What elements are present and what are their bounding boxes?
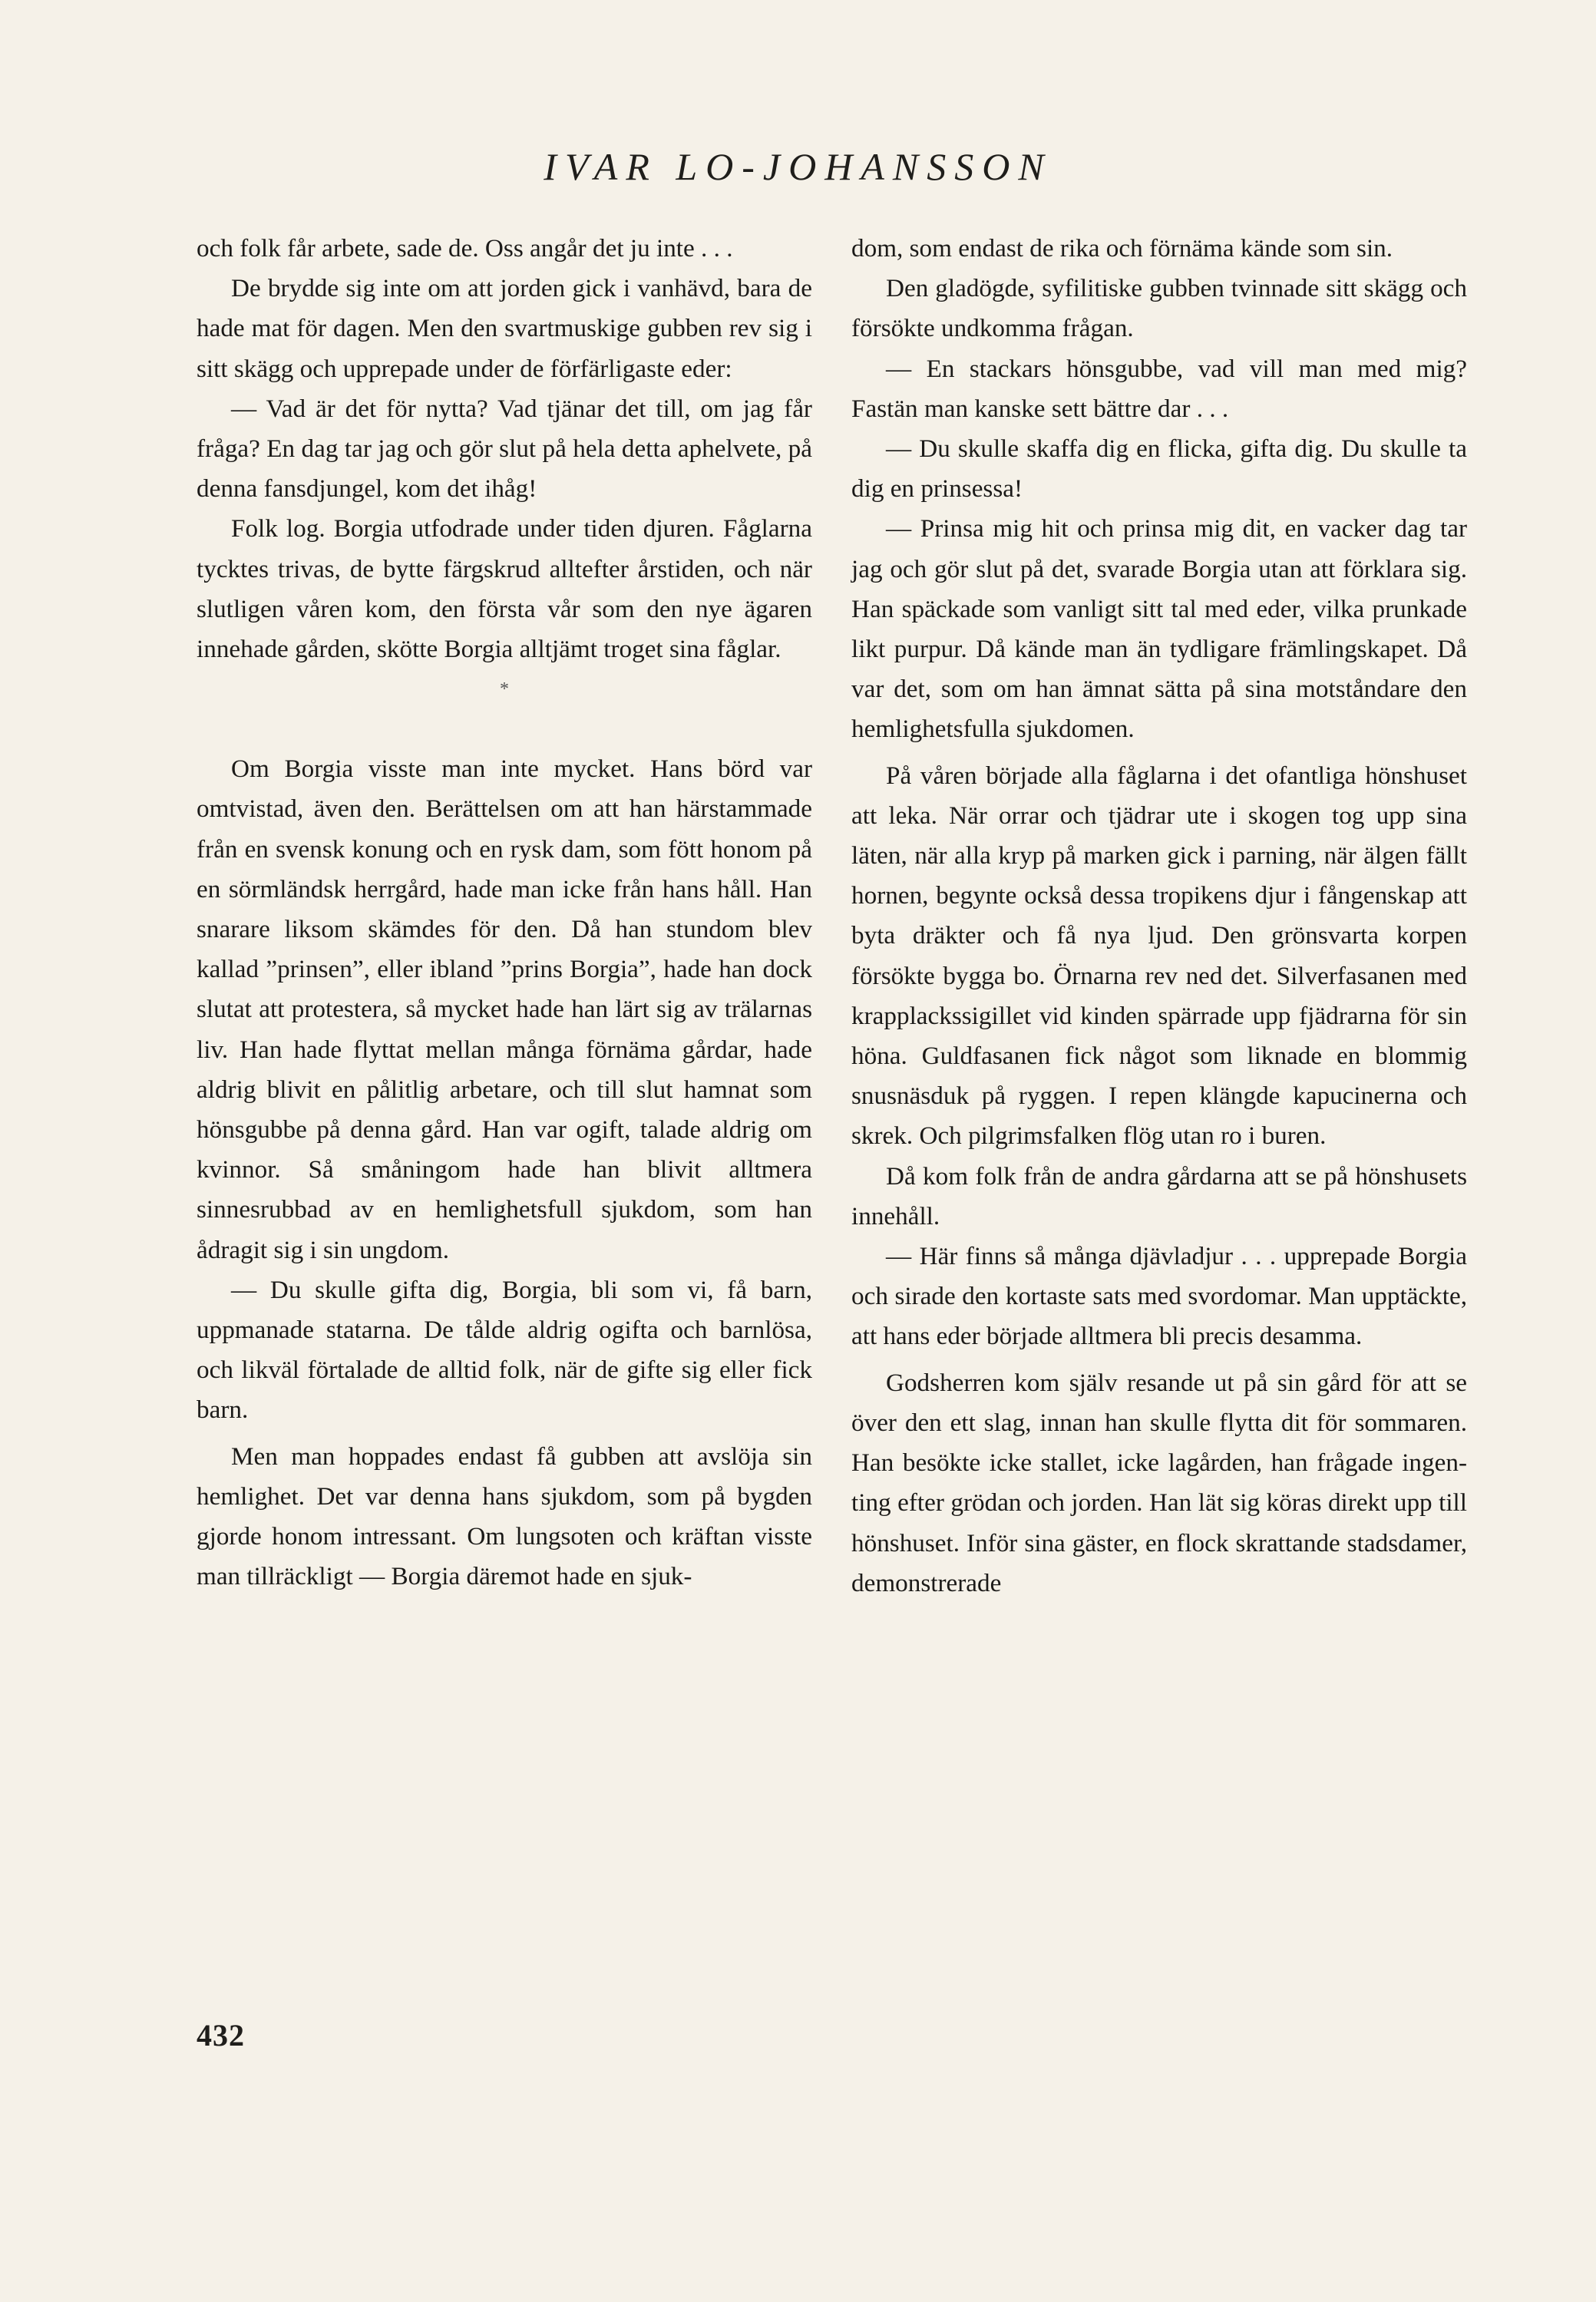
paragraph: Den gladögde, syfilitiske gubben tvinnade sitt skägg och försökte undkomma frågan.	[851, 274, 1467, 343]
section-break-ornament: *	[500, 679, 509, 700]
right-column	[851, 229, 1467, 1603]
paragraph: — Prinsa mig hit och prinsa mig dit, en vacker dag tar jag och gör slut på det, svarade Borgia utan att förklara sig. Han späckade som vanligt sitt tal med eder, vilka prunkade likt purpur. Då kände man än tydligare främlingskapet. Då var det, som om han ämnat sätta på sina motståndare den hemlighetsfulla sjukdomen.	[851, 514, 1467, 744]
paragraph: och folk får arbete, sade de. Oss angår det ju inte . . .	[197, 234, 733, 263]
paragraph: — Vad är det för nytta? Vad tjänar det till, om jag får fråga? En dag tar jag och gör slut på hela detta aphelvete, på denna fansdjungel, kom det ihåg!	[197, 394, 812, 504]
paragraph: De brydde sig inte om att jorden gick i vanhävd, bara de hade mat för dagen. Men den svartmuskige gubben rev sig i sitt skägg och upprepade under de förfärligaste eder:	[197, 274, 812, 383]
paragraph: — Du skulle skaffa dig en flicka, gifta dig. Du skulle ta dig en prinsessa!	[851, 434, 1467, 504]
left-column	[197, 229, 812, 1597]
paragraph: — En stackars hönsgubbe, vad vill man med mig? Fastän man kanske sett bättre dar . . .	[851, 354, 1467, 423]
paragraph: Folk log. Borgia utfodrade under tiden djuren. Fåglarna tycktes trivas, de bytte färgskrud alltefter årstiden, och när slutligen våren kom, den första vår som den nye ägaren innehade gården, skötte Borgia alltjämt troget sina fåglar.	[197, 514, 812, 664]
paragraph: — Du skulle gifta dig, Borgia, bli som vi, få barn, uppmanade statarna. De tålde aldrig ogifta och barnlösa, och likväl förtalade de alltid folk, när de gifte sig eller fick barn.	[197, 1275, 812, 1425]
paragraph: Då kom folk från de andra gårdarna att se på hönshusets innehåll.	[851, 1161, 1467, 1230]
paragraph: Godsherren kom själv resande ut på sin gård för att se över den ett slag, innan han skulle flytta dit för sommaren. Han besökte icke stallet, icke lagården, han frågade ingenting efter grödan och jorden. Han lät sig köras direkt upp till hönshuset. Inför sina gäster, en flock skrattande stadsdamer, demonstrerade	[851, 1368, 1467, 1597]
running-head: IVAR LO-JOHANSSON	[544, 145, 1052, 188]
paragraph: — Här finns så många djävladjur . . . upprepade Borgia och sirade den kortaste sats med svordomar. Man upptäckte, att hans eder började alltmera bli precis desamma.	[851, 1242, 1467, 1351]
paragraph: Men man hoppades endast få gubben att avslöja sin hemlighet. Det var denna hans sjukdom, som på bygden gjorde honom intressant. Om lungsoten och kräftan visste man tillräckligt — Borgia däremot hade en sjuk-	[197, 1442, 812, 1591]
paragraph: På våren började alla fåglarna i det ofantliga hönshuset att leka. När orrar och tjädrar ute i skogen tog upp sina läten, när alla kryp på marken gick i parning, när älgen fällt hornen, begynte också dessa tropikens djur i fångenskap att byta dräkter och få nya ljud. Den grönsvarta korpen försökte bygga bo. Örnarna rev ned det. Silverfasanen med krapplackssigillet vid kinden spärrade upp fjädrarna för sin höna. Guldfasanen fick något som liknade en blommig snusnäsduk på ryggen. I repen klängde kapucinerna och skrek. Och pilgrimsfalken flög utan ro i buren.	[851, 761, 1467, 1151]
paragraph: dom, som endast de rika och förnäma kände som sin.	[851, 234, 1393, 263]
paragraph: Om Borgia visste man inte mycket. Hans börd var omtvistad, även den. Berättelsen om att han härstammade från en svensk konung och en rysk dam, som fött honom på en sörmländsk herrgård, hade man icke från hans håll. Han snarare liksom skämdes för den. Då han stundom blev kallad ”prinsen”, eller ibland ”prins Borgia”, hade han dock slutat att protestera, så mycket hade han lärt sig av trälarnas liv. Han hade flyttat mellan många förnäma gårdar, hade aldrig blivit en pålitlig arbetare, och till slut hamnat som hönsgubbe på denna gård. Han var ogift, talade aldrig om kvinnor. Så småningom hade han blivit alltmera sinnesrubbad av en hemlighetsfull sjukdom, som han ådragit sig i sin ungdom.	[197, 755, 812, 1264]
page-number: 432	[197, 2018, 245, 2053]
